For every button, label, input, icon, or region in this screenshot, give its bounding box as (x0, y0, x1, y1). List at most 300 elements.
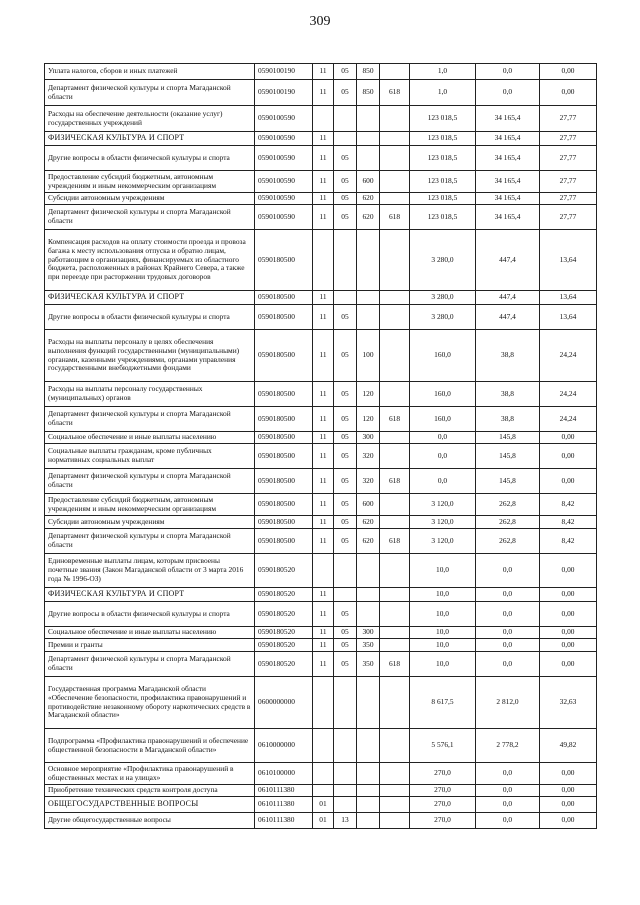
row-expense-type-cell: 120 (357, 382, 380, 407)
row-code-cell: 0590100590 (255, 106, 313, 132)
row-subsection-cell (334, 554, 357, 588)
row-percent-cell: 0,00 (540, 64, 597, 80)
row-subsection-cell (334, 291, 357, 305)
row-admin-code-cell (380, 171, 410, 193)
row-name-cell: Уплата налогов, сборов и иных платежей (45, 64, 255, 80)
row-expense-type-cell: 620 (357, 193, 380, 205)
row-admin-code-cell (380, 230, 410, 291)
row-section-cell: 11 (313, 80, 334, 106)
row-plan-amount-cell: 270,0 (410, 797, 476, 813)
row-expense-type-cell: 300 (357, 432, 380, 444)
table-row (45, 785, 597, 797)
table-row (45, 639, 597, 652)
table-row (45, 588, 597, 602)
table-row (45, 432, 597, 444)
row-subsection-cell: 05 (334, 627, 357, 639)
row-expense-type-cell: 120 (357, 407, 380, 432)
row-expense-type-cell (357, 132, 380, 146)
row-plan-amount-cell: 3 280,0 (410, 305, 476, 330)
row-admin-code-cell: 618 (380, 529, 410, 554)
row-plan-amount-cell: 3 120,0 (410, 529, 476, 554)
row-percent-cell: 27,77 (540, 146, 597, 171)
row-actual-amount-cell: 447,4 (476, 305, 540, 330)
row-percent-cell: 0,00 (540, 554, 597, 588)
row-section-cell: 11 (313, 444, 334, 469)
row-admin-code-cell (380, 330, 410, 382)
table-row (45, 80, 597, 106)
row-name-cell: ОБЩЕГОСУДАРСТВЕННЫЕ ВОПРОСЫ (45, 797, 255, 813)
row-name-cell: Социальные выплаты гражданам, кроме публичных нормативных социальных выплат (45, 444, 255, 469)
row-expense-type-cell (357, 554, 380, 588)
row-plan-amount-cell: 123 018,5 (410, 146, 476, 171)
row-actual-amount-cell: 0,0 (476, 64, 540, 80)
row-subsection-cell: 05 (334, 639, 357, 652)
row-code-cell: 0590100190 (255, 64, 313, 80)
row-plan-amount-cell: 0,0 (410, 432, 476, 444)
row-percent-cell: 13,64 (540, 291, 597, 305)
row-admin-code-cell (380, 588, 410, 602)
row-expense-type-cell: 620 (357, 516, 380, 529)
row-expense-type-cell: 350 (357, 639, 380, 652)
row-admin-code-cell (380, 132, 410, 146)
table-row (45, 677, 597, 729)
row-admin-code-cell (380, 602, 410, 627)
table-row (45, 763, 597, 785)
row-name-cell: ФИЗИЧЕСКАЯ КУЛЬТУРА И СПОРТ (45, 588, 255, 602)
row-admin-code-cell (380, 763, 410, 785)
row-name-cell: Департамент физической культуры и спорта Магаданской области (45, 80, 255, 106)
row-actual-amount-cell: 34 165,4 (476, 171, 540, 193)
row-actual-amount-cell: 0,0 (476, 639, 540, 652)
row-section-cell: 01 (313, 813, 334, 829)
row-subsection-cell: 05 (334, 444, 357, 469)
table-row (45, 193, 597, 205)
row-expense-type-cell (357, 602, 380, 627)
row-percent-cell: 27,77 (540, 132, 597, 146)
row-name-cell: Другие вопросы в области физической культуры и спорта (45, 305, 255, 330)
row-percent-cell: 27,77 (540, 106, 597, 132)
table-row (45, 554, 597, 588)
row-subsection-cell (334, 230, 357, 291)
row-section-cell: 11 (313, 193, 334, 205)
row-percent-cell: 13,64 (540, 305, 597, 330)
row-expense-type-cell: 850 (357, 64, 380, 80)
row-subsection-cell: 05 (334, 80, 357, 106)
row-code-cell: 0590180500 (255, 432, 313, 444)
row-admin-code-cell (380, 639, 410, 652)
row-subsection-cell: 05 (334, 602, 357, 627)
row-code-cell: 0590180520 (255, 652, 313, 677)
row-plan-amount-cell: 3 120,0 (410, 516, 476, 529)
table-row (45, 132, 597, 146)
row-name-cell: Департамент физической культуры и спорта Магаданской области (45, 205, 255, 230)
row-plan-amount-cell: 10,0 (410, 602, 476, 627)
row-admin-code-cell (380, 627, 410, 639)
row-code-cell: 0590180500 (255, 516, 313, 529)
row-expense-type-cell (357, 305, 380, 330)
row-percent-cell: 8,42 (540, 494, 597, 516)
table-row (45, 305, 597, 330)
table-row (45, 813, 597, 829)
row-admin-code-cell (380, 813, 410, 829)
row-plan-amount-cell: 123 018,5 (410, 193, 476, 205)
row-code-cell: 0590100590 (255, 146, 313, 171)
row-actual-amount-cell: 262,8 (476, 529, 540, 554)
row-actual-amount-cell: 0,0 (476, 797, 540, 813)
row-subsection-cell (334, 763, 357, 785)
row-plan-amount-cell: 1,0 (410, 80, 476, 106)
row-plan-amount-cell: 10,0 (410, 652, 476, 677)
row-plan-amount-cell: 1,0 (410, 64, 476, 80)
row-section-cell: 11 (313, 132, 334, 146)
row-expense-type-cell (357, 729, 380, 763)
row-name-cell: Единовременные выплаты лицам, которым присвоены почетные звания (Закон Магаданской области от 3 марта 2016 года № 1996-ОЗ) (45, 554, 255, 588)
row-section-cell (313, 554, 334, 588)
row-percent-cell: 8,42 (540, 516, 597, 529)
row-expense-type-cell (357, 813, 380, 829)
row-expense-type-cell: 600 (357, 494, 380, 516)
row-subsection-cell (334, 729, 357, 763)
row-percent-cell: 27,77 (540, 193, 597, 205)
row-expense-type-cell: 620 (357, 205, 380, 230)
row-plan-amount-cell: 10,0 (410, 627, 476, 639)
row-code-cell: 0590100590 (255, 205, 313, 230)
row-section-cell: 11 (313, 639, 334, 652)
row-name-cell: Социальное обеспечение и иные выплаты населению (45, 432, 255, 444)
row-plan-amount-cell: 270,0 (410, 785, 476, 797)
row-code-cell: 0590180520 (255, 627, 313, 639)
row-expense-type-cell: 300 (357, 627, 380, 639)
row-subsection-cell: 05 (334, 652, 357, 677)
row-admin-code-cell (380, 305, 410, 330)
row-section-cell: 11 (313, 494, 334, 516)
row-subsection-cell: 05 (334, 382, 357, 407)
row-actual-amount-cell: 34 165,4 (476, 146, 540, 171)
row-percent-cell: 0,00 (540, 469, 597, 494)
row-code-cell: 0590100590 (255, 171, 313, 193)
row-section-cell: 01 (313, 797, 334, 813)
table-row (45, 64, 597, 80)
row-name-cell: Основное мероприятие «Профилактика правонарушений в общественных местах и на улицах» (45, 763, 255, 785)
row-percent-cell: 0,00 (540, 639, 597, 652)
table-row (45, 205, 597, 230)
row-plan-amount-cell: 270,0 (410, 813, 476, 829)
row-percent-cell: 0,00 (540, 797, 597, 813)
row-percent-cell: 0,00 (540, 80, 597, 106)
row-percent-cell: 0,00 (540, 652, 597, 677)
row-actual-amount-cell: 34 165,4 (476, 132, 540, 146)
row-code-cell: 0590180500 (255, 469, 313, 494)
row-section-cell (313, 763, 334, 785)
row-plan-amount-cell: 0,0 (410, 444, 476, 469)
row-admin-code-cell (380, 291, 410, 305)
row-plan-amount-cell: 123 018,5 (410, 205, 476, 230)
row-section-cell: 11 (313, 529, 334, 554)
row-expense-type-cell (357, 785, 380, 797)
row-name-cell: Расходы на выплаты персоналу государственных (муниципальных) органов (45, 382, 255, 407)
row-admin-code-cell (380, 106, 410, 132)
row-expense-type-cell: 600 (357, 171, 380, 193)
row-expense-type-cell: 350 (357, 652, 380, 677)
row-admin-code-cell (380, 785, 410, 797)
row-plan-amount-cell: 160,0 (410, 382, 476, 407)
row-admin-code-cell (380, 382, 410, 407)
row-plan-amount-cell: 270,0 (410, 763, 476, 785)
table-row (45, 729, 597, 763)
row-subsection-cell (334, 132, 357, 146)
table-row (45, 652, 597, 677)
row-code-cell: 0610111380 (255, 785, 313, 797)
table-row (45, 330, 597, 382)
row-subsection-cell: 05 (334, 305, 357, 330)
row-actual-amount-cell: 0,0 (476, 554, 540, 588)
row-name-cell: Департамент физической культуры и спорта Магаданской области (45, 407, 255, 432)
row-admin-code-cell (380, 494, 410, 516)
row-section-cell: 11 (313, 382, 334, 407)
row-code-cell: 0590180520 (255, 602, 313, 627)
row-plan-amount-cell: 160,0 (410, 330, 476, 382)
row-section-cell (313, 677, 334, 729)
row-plan-amount-cell: 5 576,1 (410, 729, 476, 763)
row-subsection-cell: 05 (334, 469, 357, 494)
row-actual-amount-cell: 447,4 (476, 230, 540, 291)
row-expense-type-cell: 320 (357, 469, 380, 494)
row-name-cell: Другие вопросы в области физической культуры и спорта (45, 146, 255, 171)
row-subsection-cell: 05 (334, 330, 357, 382)
row-name-cell: Департамент физической культуры и спорта Магаданской области (45, 529, 255, 554)
row-admin-code-cell (380, 554, 410, 588)
row-section-cell: 11 (313, 516, 334, 529)
row-name-cell: Предоставление субсидий бюджетным, автономным учреждениям и иным некоммерческим организациям (45, 494, 255, 516)
row-actual-amount-cell: 34 165,4 (476, 106, 540, 132)
row-section-cell: 11 (313, 627, 334, 639)
row-name-cell: Департамент физической культуры и спорта Магаданской области (45, 469, 255, 494)
table-row (45, 529, 597, 554)
row-expense-type-cell (357, 763, 380, 785)
row-section-cell: 11 (313, 305, 334, 330)
table-row (45, 627, 597, 639)
row-subsection-cell (334, 106, 357, 132)
row-plan-amount-cell: 10,0 (410, 588, 476, 602)
table-row (45, 516, 597, 529)
row-expense-type-cell (357, 230, 380, 291)
row-code-cell: 0590180520 (255, 554, 313, 588)
row-section-cell (313, 230, 334, 291)
row-subsection-cell: 05 (334, 529, 357, 554)
row-name-cell: Департамент физической культуры и спорта Магаданской области (45, 652, 255, 677)
table-row (45, 602, 597, 627)
row-actual-amount-cell: 0,0 (476, 588, 540, 602)
table-row (45, 494, 597, 516)
row-name-cell: Компенсация расходов на оплату стоимости проезда и провоза багажа к месту использования отпуска и обратно лицам, работающим в организациях, финансируемых из областного бюджета, расположенных в районах Крайнего Севера, а также при переезде при расторжении трудовых договоров (45, 230, 255, 291)
row-actual-amount-cell: 0,0 (476, 602, 540, 627)
table-row (45, 230, 597, 291)
row-subsection-cell (334, 677, 357, 729)
table-row (45, 407, 597, 432)
row-subsection-cell: 05 (334, 64, 357, 80)
table-row (45, 382, 597, 407)
row-actual-amount-cell: 38,8 (476, 407, 540, 432)
row-code-cell: 0590180500 (255, 407, 313, 432)
row-subsection-cell: 05 (334, 432, 357, 444)
row-name-cell: Социальное обеспечение и иные выплаты населению (45, 627, 255, 639)
row-section-cell (313, 106, 334, 132)
table-row (45, 444, 597, 469)
row-plan-amount-cell: 123 018,5 (410, 171, 476, 193)
row-percent-cell: 27,77 (540, 171, 597, 193)
row-subsection-cell (334, 785, 357, 797)
row-code-cell: 0590180520 (255, 639, 313, 652)
row-percent-cell: 27,77 (540, 205, 597, 230)
row-admin-code-cell: 618 (380, 80, 410, 106)
row-percent-cell: 0,00 (540, 763, 597, 785)
row-admin-code-cell (380, 677, 410, 729)
row-actual-amount-cell: 2 812,0 (476, 677, 540, 729)
row-section-cell: 11 (313, 171, 334, 193)
row-section-cell (313, 729, 334, 763)
row-admin-code-cell (380, 797, 410, 813)
row-percent-cell: 0,00 (540, 444, 597, 469)
row-admin-code-cell: 618 (380, 205, 410, 230)
row-admin-code-cell (380, 516, 410, 529)
row-percent-cell: 49,82 (540, 729, 597, 763)
row-code-cell: 0590180500 (255, 444, 313, 469)
row-name-cell: Другие вопросы в области физической культуры и спорта (45, 602, 255, 627)
row-name-cell: Подпрограмма «Профилактика правонарушений и обеспечение общественной безопасности в Магаданской области» (45, 729, 255, 763)
row-subsection-cell: 05 (334, 205, 357, 230)
row-expense-type-cell: 850 (357, 80, 380, 106)
row-actual-amount-cell: 34 165,4 (476, 205, 540, 230)
row-subsection-cell: 13 (334, 813, 357, 829)
row-actual-amount-cell: 38,8 (476, 382, 540, 407)
row-admin-code-cell (380, 444, 410, 469)
row-subsection-cell (334, 797, 357, 813)
row-section-cell: 11 (313, 652, 334, 677)
row-percent-cell: 0,00 (540, 785, 597, 797)
row-plan-amount-cell: 123 018,5 (410, 106, 476, 132)
row-admin-code-cell (380, 193, 410, 205)
row-actual-amount-cell: 145,8 (476, 444, 540, 469)
row-expense-type-cell: 620 (357, 529, 380, 554)
row-code-cell: 0590180500 (255, 230, 313, 291)
row-code-cell: 0590100190 (255, 80, 313, 106)
row-code-cell: 0590180500 (255, 382, 313, 407)
row-subsection-cell: 05 (334, 171, 357, 193)
row-expense-type-cell (357, 106, 380, 132)
row-plan-amount-cell: 3 280,0 (410, 291, 476, 305)
table-row (45, 469, 597, 494)
row-code-cell: 0610100000 (255, 763, 313, 785)
row-code-cell: 0610000000 (255, 729, 313, 763)
row-name-cell: Премии и гранты (45, 639, 255, 652)
row-percent-cell: 8,42 (540, 529, 597, 554)
row-actual-amount-cell: 262,8 (476, 516, 540, 529)
row-plan-amount-cell: 10,0 (410, 639, 476, 652)
row-plan-amount-cell: 3 120,0 (410, 494, 476, 516)
row-actual-amount-cell: 38,8 (476, 330, 540, 382)
row-actual-amount-cell: 447,4 (476, 291, 540, 305)
row-admin-code-cell (380, 432, 410, 444)
row-percent-cell: 0,00 (540, 602, 597, 627)
row-subsection-cell: 05 (334, 516, 357, 529)
row-code-cell: 0590180500 (255, 529, 313, 554)
row-expense-type-cell (357, 797, 380, 813)
row-actual-amount-cell: 145,8 (476, 432, 540, 444)
row-actual-amount-cell: 0,0 (476, 813, 540, 829)
row-admin-code-cell (380, 64, 410, 80)
row-plan-amount-cell: 8 617,5 (410, 677, 476, 729)
row-code-cell: 0610111380 (255, 797, 313, 813)
row-percent-cell: 0,00 (540, 588, 597, 602)
row-percent-cell: 24,24 (540, 382, 597, 407)
row-percent-cell: 24,24 (540, 407, 597, 432)
row-plan-amount-cell: 10,0 (410, 554, 476, 588)
row-code-cell: 0590180500 (255, 330, 313, 382)
row-actual-amount-cell: 0,0 (476, 652, 540, 677)
row-expense-type-cell: 100 (357, 330, 380, 382)
row-expense-type-cell (357, 677, 380, 729)
row-section-cell: 11 (313, 64, 334, 80)
row-name-cell: Субсидии автономным учреждениям (45, 516, 255, 529)
row-percent-cell: 0,00 (540, 813, 597, 829)
row-name-cell: Приобретение технических средств контроля доступа (45, 785, 255, 797)
row-name-cell: Расходы на обеспечение деятельности (оказание услуг) государственных учреждений (45, 106, 255, 132)
row-plan-amount-cell: 0,0 (410, 469, 476, 494)
row-admin-code-cell: 618 (380, 407, 410, 432)
row-code-cell: 0600000000 (255, 677, 313, 729)
row-plan-amount-cell: 123 018,5 (410, 132, 476, 146)
row-name-cell: Расходы на выплаты персоналу в целях обеспечения выполнения функций государственными (муниципальными) органами, казенными учреждениями, органами управления государственными внебюджетными фондами (45, 330, 255, 382)
row-section-cell: 11 (313, 330, 334, 382)
row-section-cell: 11 (313, 407, 334, 432)
row-name-cell: Субсидии автономным учреждениям (45, 193, 255, 205)
row-code-cell: 0610111380 (255, 813, 313, 829)
row-code-cell: 0590180500 (255, 305, 313, 330)
row-code-cell: 0590100590 (255, 132, 313, 146)
row-code-cell: 0590100590 (255, 193, 313, 205)
row-actual-amount-cell: 0,0 (476, 785, 540, 797)
row-section-cell: 11 (313, 205, 334, 230)
row-subsection-cell: 05 (334, 407, 357, 432)
row-subsection-cell: 05 (334, 146, 357, 171)
row-expense-type-cell (357, 291, 380, 305)
row-percent-cell: 0,00 (540, 627, 597, 639)
row-admin-code-cell (380, 729, 410, 763)
budget-table-body (45, 64, 597, 829)
row-percent-cell: 0,00 (540, 432, 597, 444)
row-actual-amount-cell: 0,0 (476, 763, 540, 785)
row-section-cell: 11 (313, 432, 334, 444)
row-section-cell (313, 785, 334, 797)
row-code-cell: 0590180500 (255, 494, 313, 516)
row-actual-amount-cell: 145,8 (476, 469, 540, 494)
row-expense-type-cell: 320 (357, 444, 380, 469)
row-code-cell: 0590180520 (255, 588, 313, 602)
table-row (45, 171, 597, 193)
row-name-cell: Другие общегосударственные вопросы (45, 813, 255, 829)
row-percent-cell: 24,24 (540, 330, 597, 382)
row-actual-amount-cell: 262,8 (476, 494, 540, 516)
row-name-cell: Государственная программа Магаданской области «Обеспечение безопасности, профилактика правонарушений и противодействие незаконному обороту наркотических средств в Магаданской области» (45, 677, 255, 729)
row-admin-code-cell: 618 (380, 652, 410, 677)
row-actual-amount-cell: 0,0 (476, 627, 540, 639)
row-section-cell: 11 (313, 602, 334, 627)
row-admin-code-cell: 618 (380, 469, 410, 494)
row-section-cell: 11 (313, 469, 334, 494)
table-row (45, 146, 597, 171)
budget-table (44, 63, 597, 829)
row-subsection-cell: 05 (334, 494, 357, 516)
